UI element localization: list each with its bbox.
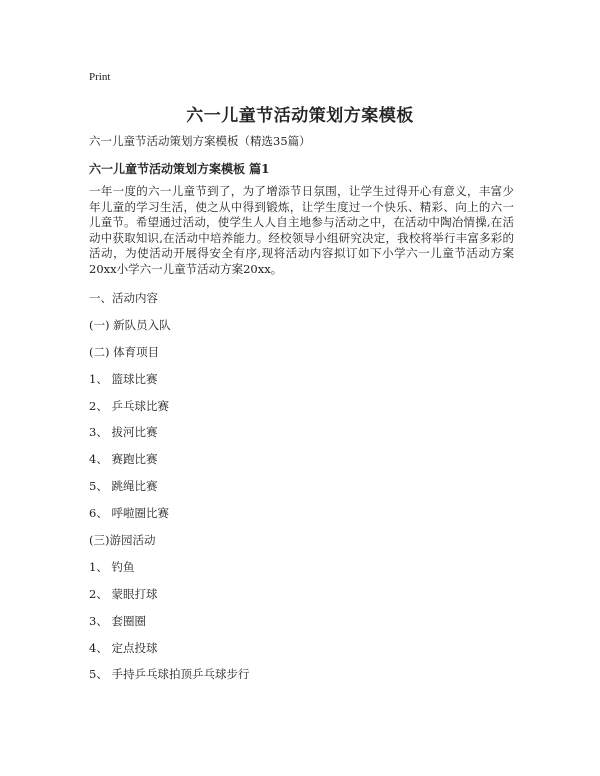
list-item: 2、 乒乓球比赛 <box>89 398 169 413</box>
list-item: 2、 蒙眼打球 <box>89 586 158 601</box>
activity-list <box>89 291 249 694</box>
list-item: (三)游园活动 <box>89 533 156 548</box>
list-item: 1、 篮球比赛 <box>89 371 158 386</box>
section-heading: 六一儿童节活动策划方案模板 篇1 <box>89 162 270 176</box>
list-item: 5、 手持乒乓球拍顶乒乓球步行 <box>89 667 250 682</box>
list-item: 一、活动内容 <box>89 291 158 305</box>
list-item: (二) 体育项目 <box>89 344 160 359</box>
list-item: 3、 套圈圈 <box>89 613 146 628</box>
intro-paragraph: 一年一度的六一儿童节到了，为了增添节日氛围，让学生过得开心有意义，丰富少年儿童的学习生活，使之从中得到锻炼，让学生度过一个快乐、精彩、向上的六一儿童节。希望通过活动，使学生人人自主地参与活动之中，在活动中陶冶情操,在活动中获取知识,在活动中培养能力。经校领导小组研究决定，我校将举行丰富多彩的活动，为使活动开展得安全有序,现将活动内容拟订如下小学六一儿童节活动方案20xx小学六一儿童节活动方案20xx。 <box>89 184 514 276</box>
list-item: 1、 钓鱼 <box>89 559 135 574</box>
list-item: (一) 新队员入队 <box>89 317 171 332</box>
list-item: 4、 定点投球 <box>89 640 158 655</box>
list-item: 3、 拔河比赛 <box>89 425 158 440</box>
list-item: 6、 呼啦圈比赛 <box>89 506 169 521</box>
document-title: 六一儿童节活动策划方案模板 <box>186 106 414 126</box>
list-item: 4、 赛跑比赛 <box>89 452 158 467</box>
document-subtitle: 六一儿童节活动策划方案模板（精选35篇） <box>89 134 311 148</box>
print-link[interactable]: Print <box>89 71 111 83</box>
list-item: 5、 跳绳比赛 <box>89 479 158 494</box>
